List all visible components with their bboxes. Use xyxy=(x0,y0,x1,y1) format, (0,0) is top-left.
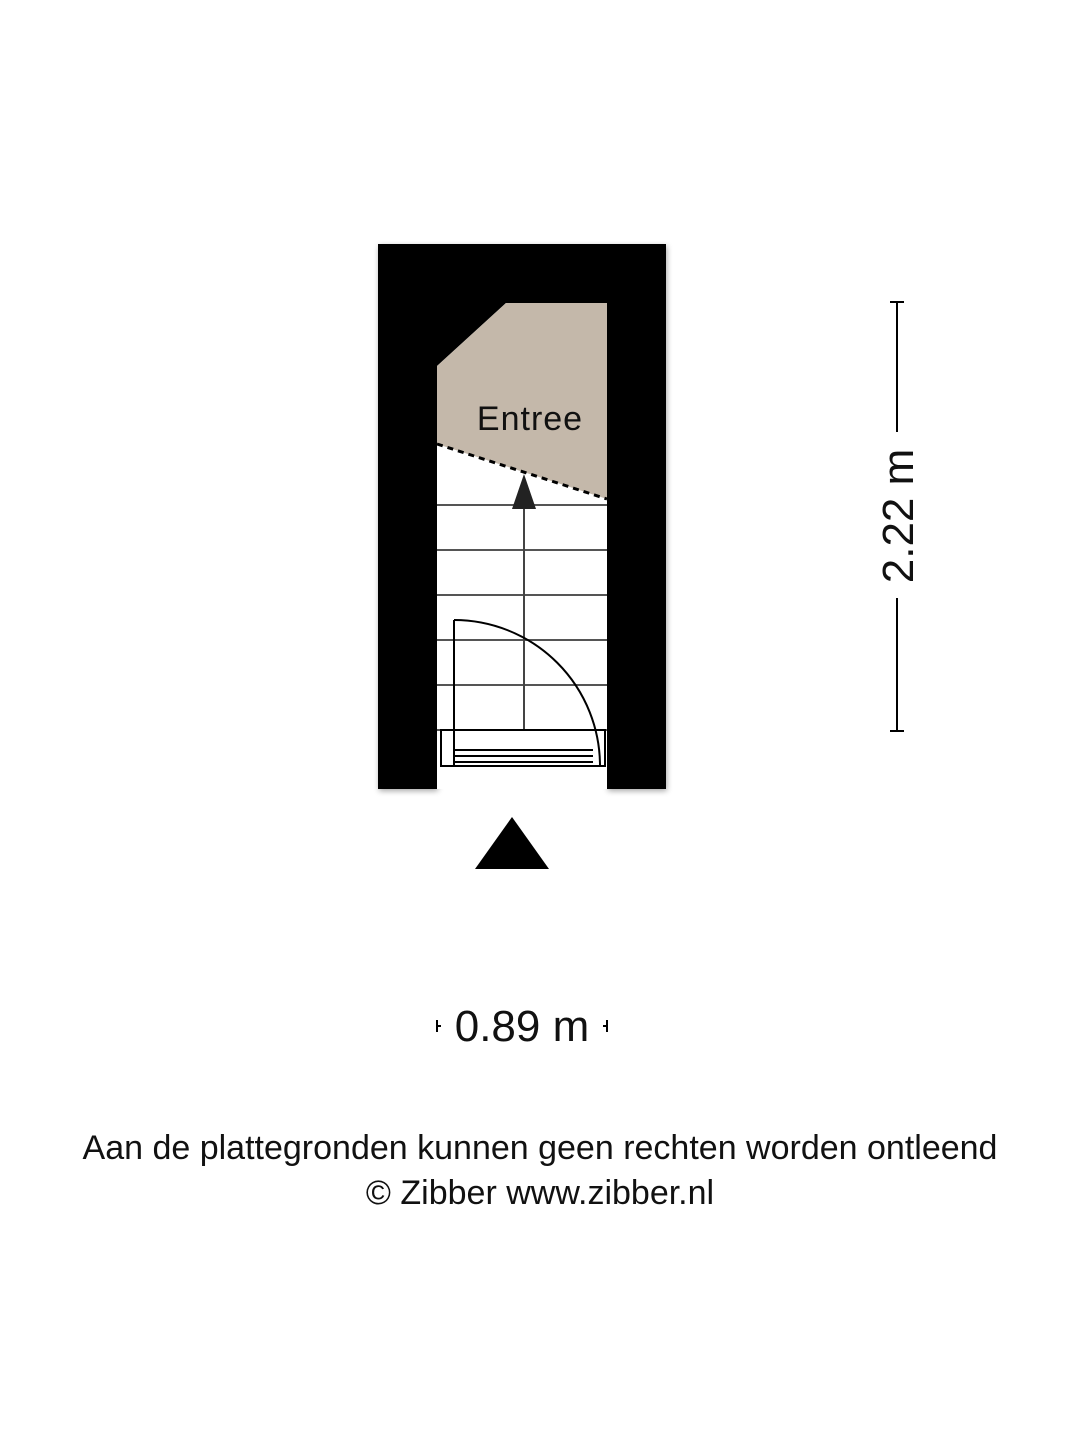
wall-left xyxy=(378,244,437,789)
height-dimension-label: 2.22 m xyxy=(874,448,923,584)
room-label-entree: Entree xyxy=(476,400,584,438)
wall-right xyxy=(607,244,666,789)
copyright-text: © Zibber www.zibber.nl xyxy=(365,1174,715,1212)
disclaimer-text: Aan de plattegronden kunnen geen rechten worden ontleend xyxy=(82,1129,998,1167)
width-dimension-label: 0.89 m xyxy=(454,1002,590,1051)
triangle-up-icon xyxy=(475,817,549,869)
